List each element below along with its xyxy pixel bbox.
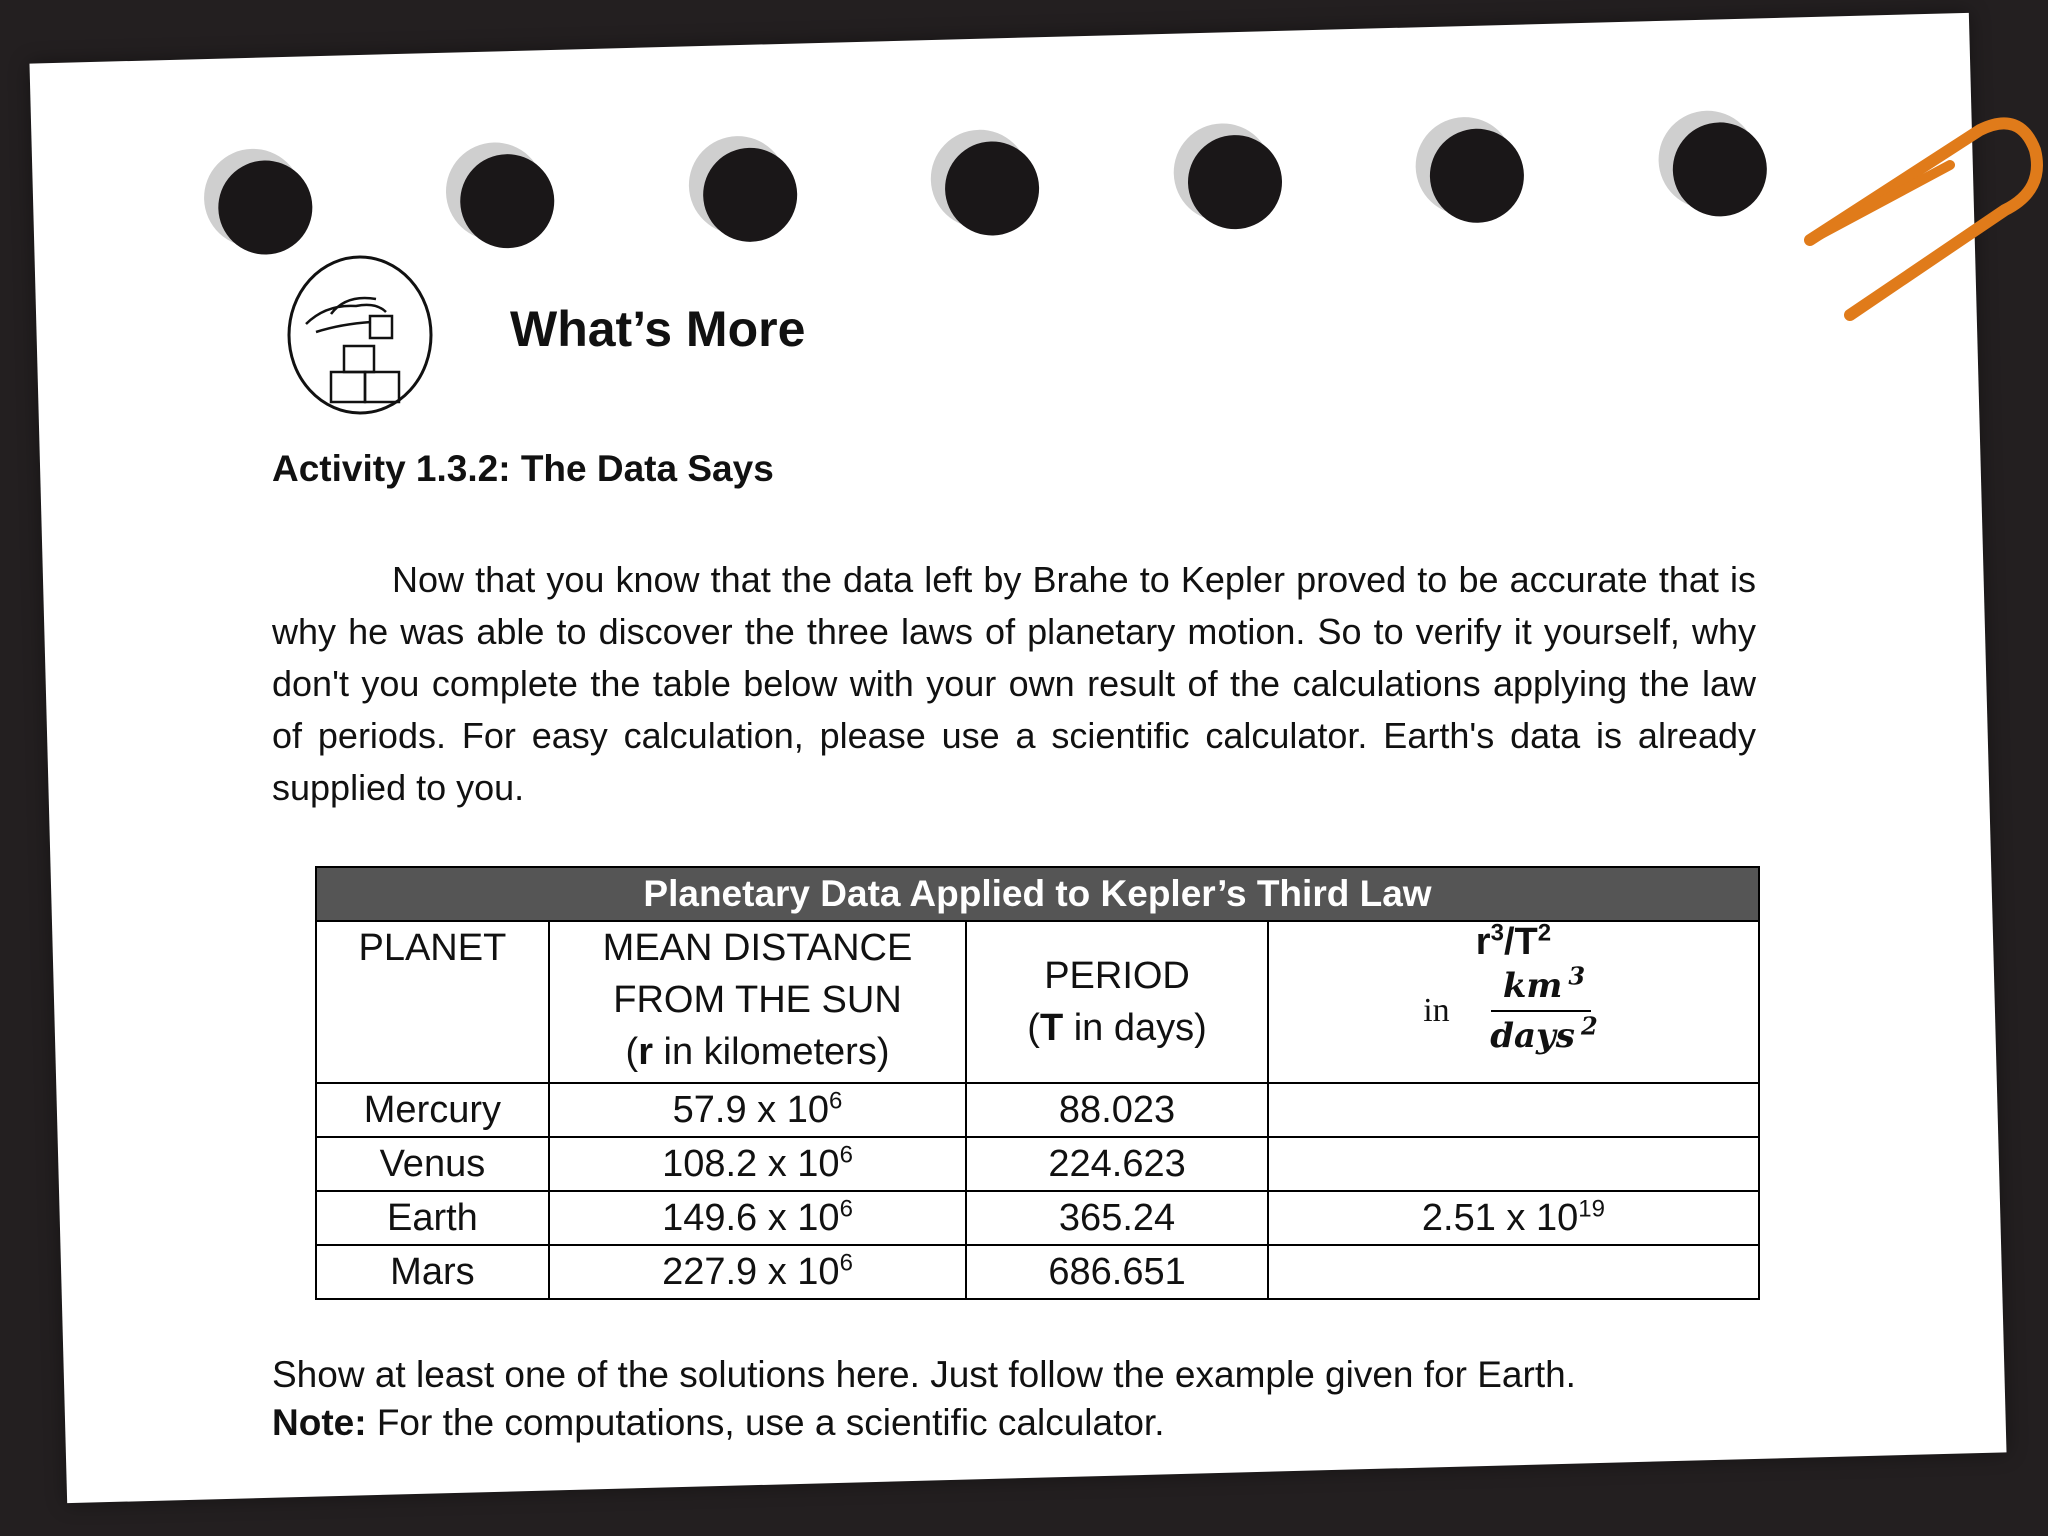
table-row	[316, 1245, 1759, 1299]
intro-paragraph: Now that you know that the data left by Brahe to Kepler proved to be accurate that is why he was able to discover the three laws of planetary motion. So to verify it yourself, why don't you complete the table below with your own result of the calculations applying the law of periods. For easy calculation, please use a scientific calculator. Earth's data is already supplied to you.	[272, 559, 1756, 808]
note-text	[272, 1402, 1165, 1444]
cell-ratio: 2.51 x $10^{19}$	[1268, 1191, 1759, 1245]
cell-ratio[interactable]	[1268, 1245, 1759, 1299]
cell-distance: 57.9 x $10^6$	[549, 1083, 966, 1137]
table-header-row	[316, 921, 1759, 1083]
cell-distance: 108.2 x $10^6$	[549, 1137, 966, 1191]
header-planet: PLANET	[316, 921, 549, 1083]
section-title: What’s More	[510, 301, 806, 357]
cell-distance: 149.6 x $10^6$	[549, 1191, 966, 1245]
cell-planet: Mercury	[316, 1083, 549, 1137]
header-ratio: $r^3/T^2$ in $\frac{km ^3}{days ^2}$	[1268, 921, 1759, 1083]
note-label: Note:	[272, 1402, 367, 1443]
table-row	[316, 1137, 1759, 1191]
table-row	[316, 1191, 1759, 1245]
cell-period: 224.623	[966, 1137, 1268, 1191]
cell-planet: Venus	[316, 1137, 549, 1191]
note-body: For the computations, use a scientific calculator.	[366, 1402, 1165, 1443]
unit-fraction: $\frac{km ^3}{days ^2}$	[1490, 961, 1598, 1056]
header-distance: MEAN DISTANCE FROM THE SUN (r in kilometers)	[549, 921, 966, 1083]
cell-period: 686.651	[966, 1245, 1268, 1299]
hand-stacking-blocks-icon	[286, 254, 434, 416]
activity-title: Activity 1.3.2: The Data Says	[272, 448, 774, 489]
cell-ratio[interactable]	[1268, 1083, 1759, 1137]
instructions-text: Show at least one of the solutions here. Just follow the example given for Earth.	[272, 1354, 1576, 1395]
cell-planet: Earth	[316, 1191, 549, 1245]
table-caption: Planetary Data Applied to Kepler’s Third Law	[316, 867, 1759, 921]
cell-ratio[interactable]	[1268, 1137, 1759, 1191]
planetary-data-table	[315, 866, 1760, 1300]
cell-period: 88.023	[966, 1083, 1268, 1137]
cell-period: 365.24	[966, 1191, 1268, 1245]
cell-planet: Mars	[316, 1245, 549, 1299]
header-period: PERIOD (T in days)	[966, 921, 1268, 1083]
table-row	[316, 1083, 1759, 1137]
cell-distance: 227.9 x $10^6$	[549, 1245, 966, 1299]
